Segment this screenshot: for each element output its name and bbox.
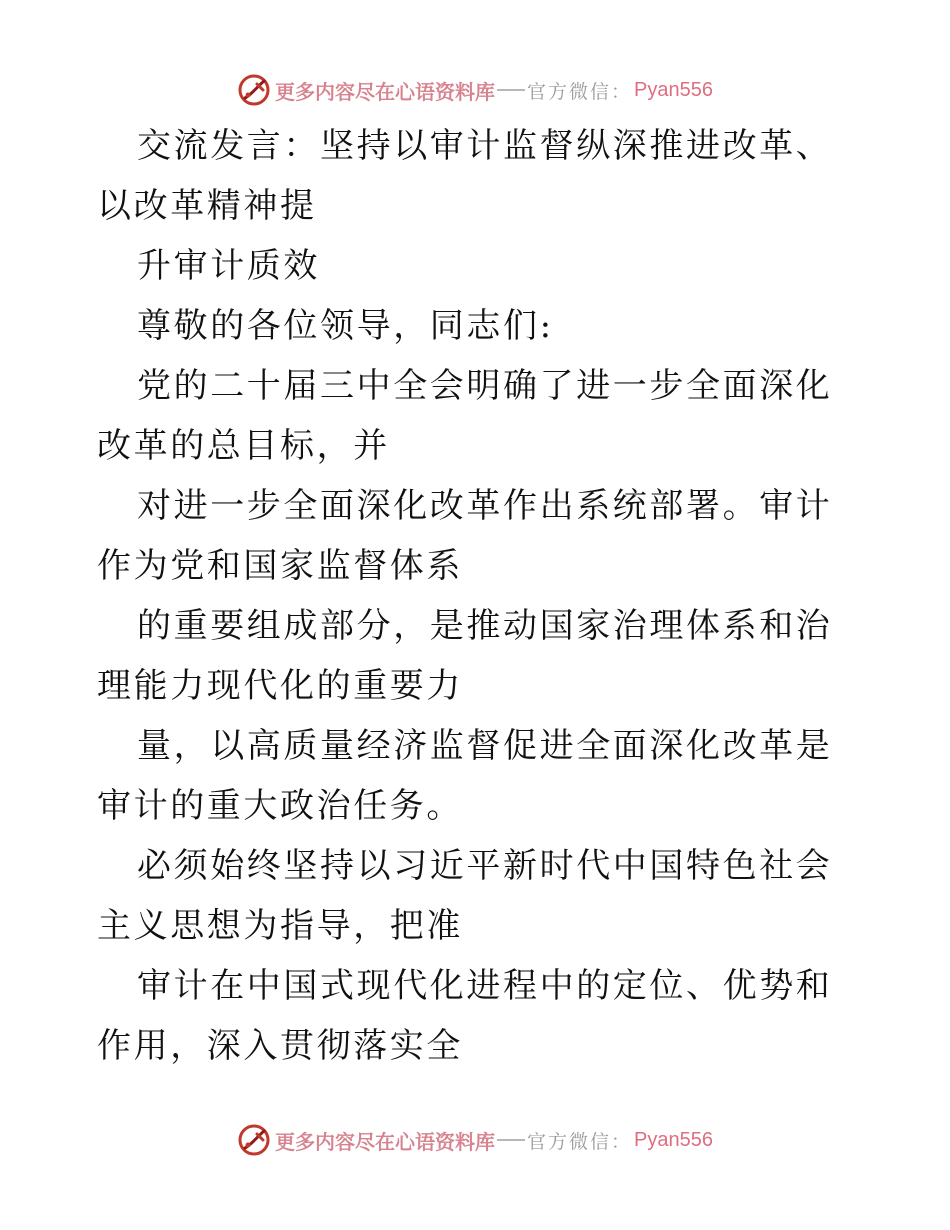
paragraph-body: 量，以高质量经济监督促进全面深化改革是审计的重大政治任务。 [97, 726, 833, 826]
watermark-label: 官方微信： [527, 1130, 633, 1153]
watermark-id: Pyan556 [634, 78, 713, 101]
paragraph-body: 党的二十届三中全会明确了进一步全面深化改革的总目标，并 [97, 366, 833, 466]
watermark-text: 更多内容尽在心语资料库 [275, 1129, 495, 1154]
paragraph-body: 必须始终坚持以习近平新时代中国特色社会主义思想为指导，把准 [97, 846, 833, 946]
paragraph-title-cont: 升审计质效 [137, 246, 320, 286]
watermark-id: Pyan556 [634, 1128, 713, 1151]
header-watermark [0, 70, 950, 110]
watermark-dash [497, 89, 525, 91]
watermark-dash [497, 1139, 525, 1141]
pen-logo-icon [237, 1123, 271, 1157]
paragraph-title: 交流发言：坚持以审计监督纵深推进改革、以改革精神提 [97, 126, 833, 226]
footer-watermark [0, 1120, 950, 1160]
document-body [97, 116, 857, 1076]
paragraph-salutation: 尊敬的各位领导，同志们: [137, 306, 554, 346]
watermark-label: 官方微信： [527, 80, 633, 103]
paragraph-body: 对进一步全面深化改革作出系统部署。审计作为党和国家监督体系 [97, 486, 833, 586]
watermark-text: 更多内容尽在心语资料库 [275, 79, 495, 104]
paragraph-body: 的重要组成部分，是推动国家治理体系和治理能力现代化的重要力 [97, 606, 833, 706]
paragraph-body: 审计在中国式现代化进程中的定位、优势和作用，深入贯彻落实全 [97, 966, 833, 1066]
pen-logo-icon [237, 73, 271, 107]
